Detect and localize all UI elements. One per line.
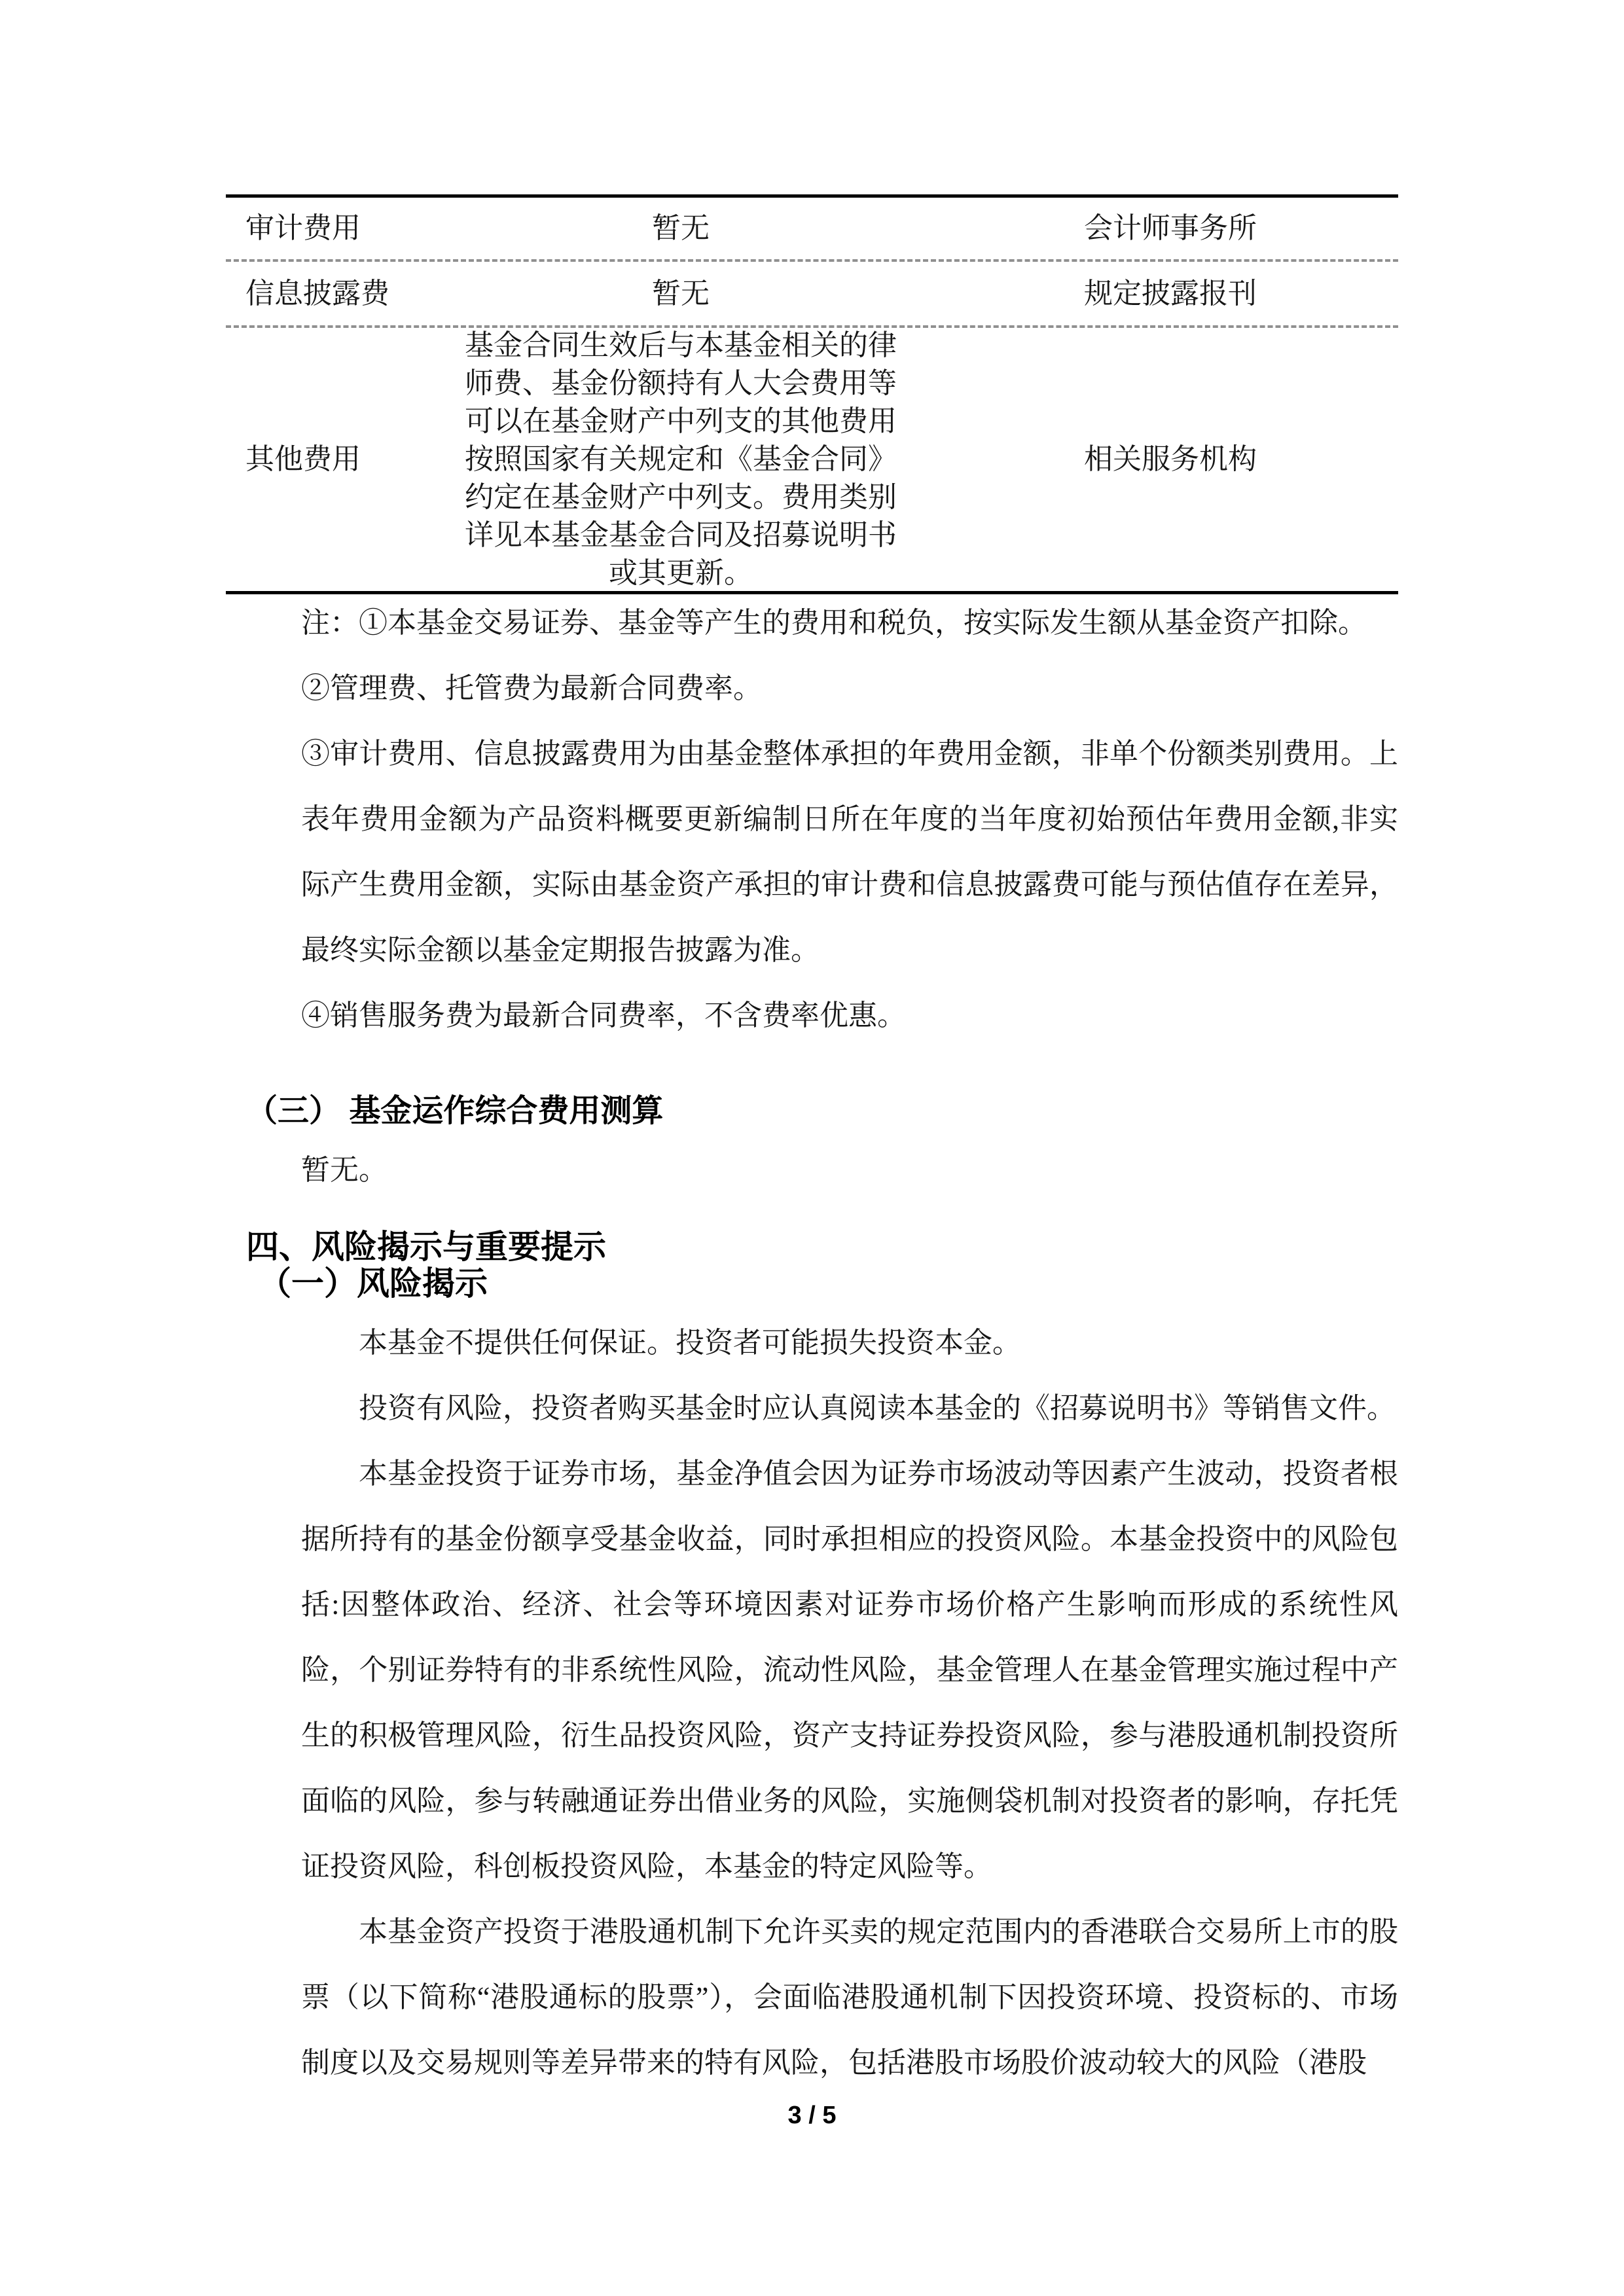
section-heading-fee-estimate: （三） 基金运作综合费用测算 xyxy=(246,1094,664,1128)
fee-recipient-cell: 相关服务机构 xyxy=(1084,443,1257,475)
fee-name-cell: 其他费用 xyxy=(245,443,361,475)
fee-recipient-cell: 会计师事务所 xyxy=(1084,212,1257,244)
note-item-4: ④销售服务费为最新合同费率，不含费率优惠。 xyxy=(301,999,906,1031)
note-item-2: ②管理费、托管费为最新合同费率。 xyxy=(301,672,762,704)
fee-name-cell: 信息披露费 xyxy=(245,277,389,310)
note-item-1: 注：①本基金交易证券、基金等产生的费用和税负，按实际发生额从基金资产扣除。 xyxy=(301,607,1367,639)
risk-paragraph-1: 本基金不提供任何保证。投资者可能损失投资本金。 xyxy=(359,1327,1021,1359)
risk-paragraph-4: 本基金资产投资于港股通机制下允许买卖的规定范围内的香港联合交易所上市的股票（以下简称“港股通标的股票”），会面临港股通机制下因投资环境、投资标的、市场制度以及交易规则等差异带来的特有风险，包括港股市场股价波动较大的风险（港股 xyxy=(301,1916,1398,2079)
page-number: 3 / 5 xyxy=(787,2102,837,2129)
table-notes xyxy=(301,590,1398,1049)
fee-name-cell: 审计费用 xyxy=(245,212,361,244)
risk-paragraph-3: 本基金投资于证券市场，基金净值会因为证券市场波动等因素产生波动，投资者根据所持有的基金份额享受基金收益，同时承担相应的投资风险。本基金投资中的风险包括:因整体政治、经济、社会等环境因素对证券市场价格产生影响而形成的系统性风险，个别证券特有的非系统性风险，流动性风险，基金管理人在基金管理实施过程中产生的积极管理风险，衍生品投资风险，资产支持证券投资风险，参与港股通机制投资所面临的风险，参与转融通证券出借业务的风险，实施侧袋机制对投资者的影响，存托凭证投资风险，科创板投资风险，本基金的特定风险等。 xyxy=(301,1458,1398,1882)
fee-table xyxy=(226,194,1398,594)
section-heading-risk: 四、风险揭示与重要提示 xyxy=(246,1229,606,1265)
table-row xyxy=(226,262,1398,328)
fee-amount-cell: 基金合同生效后与本基金相关的律师费、基金份额持有人大会费用等可以在基金财产中列支的其他费用按照国家有关规定和《基金合同》约定在基金财产中列支。费用类别详见本基金基金合同及招募说明书或其更新。 xyxy=(465,329,897,589)
fee-amount-cell: 暂无 xyxy=(652,277,710,310)
fee-recipient-cell: 规定披露报刊 xyxy=(1084,277,1257,310)
table-row xyxy=(226,328,1398,591)
fee-amount-cell: 暂无 xyxy=(652,212,710,244)
note-item-3: ③审计费用、信息披露费用为由基金整体承担的年费用金额，非单个份额类别费用。上表年费用金额为产品资料概要更新编制日所在年度的当年度初始预估年费用金额,非实际产生费用金额，实际由基金资产承担的审计费和信息披露费可能与预估值存在差异，最终实际金额以基金定期报告披露为准。 xyxy=(301,738,1398,966)
table-row xyxy=(226,198,1398,262)
risk-paragraph-2: 投资有风险，投资者购买基金时应认真阅读本基金的《招募说明书》等销售文件。 xyxy=(359,1392,1396,1424)
risk-disclosure-body xyxy=(301,1310,1398,2096)
fee-estimate-placeholder-text: 暂无。 xyxy=(301,1154,388,1186)
subsection-heading-risk-disclosure: （一）风险揭示 xyxy=(259,1265,488,1302)
